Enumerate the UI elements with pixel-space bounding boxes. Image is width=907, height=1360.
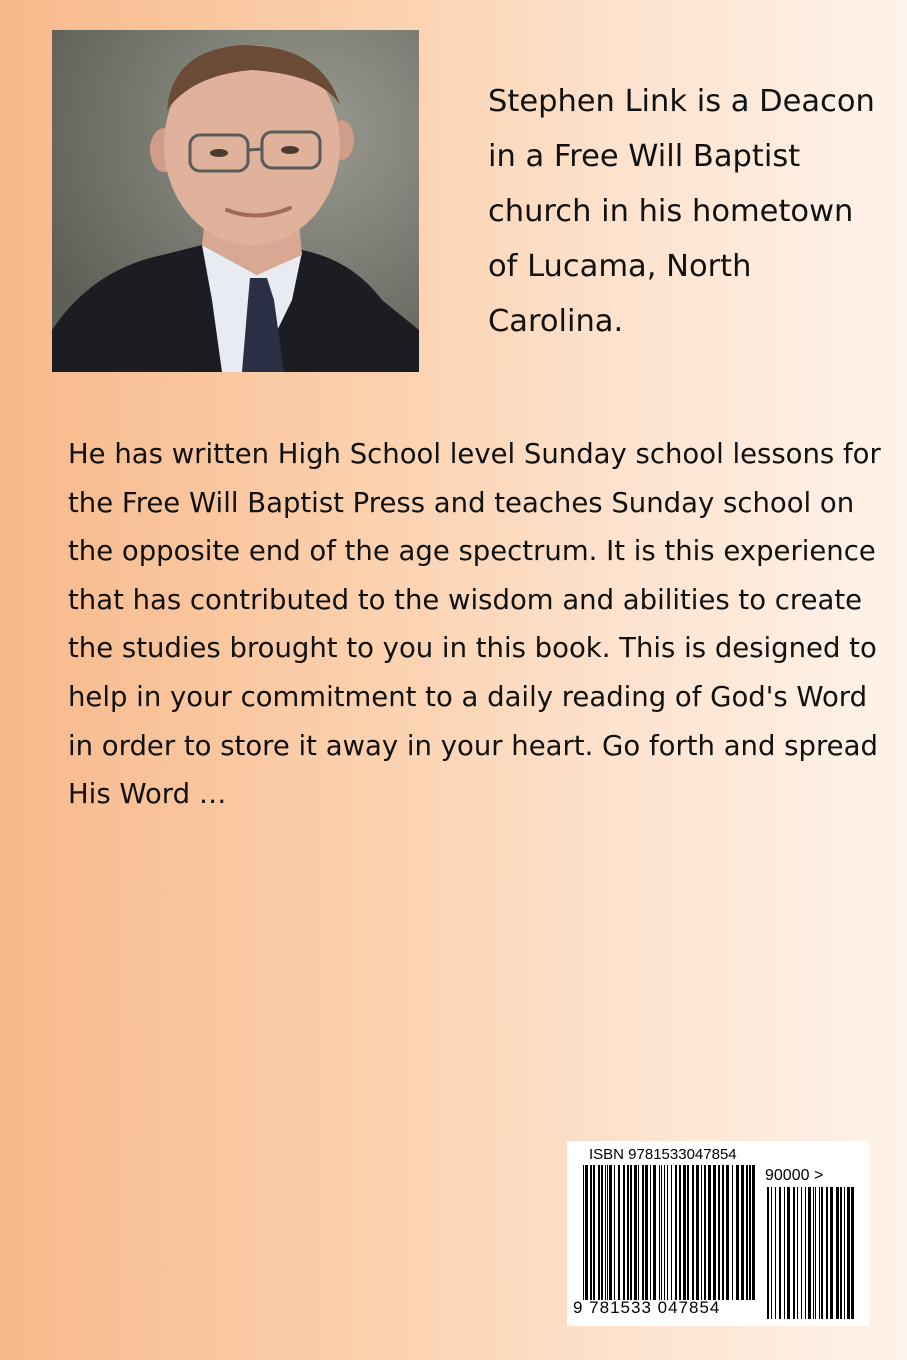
ean13-barcode-bars — [581, 1165, 759, 1300]
isbn-label: ISBN 9781533047854 — [589, 1146, 737, 1163]
author-portrait-image — [52, 30, 419, 372]
isbn-barcode — [567, 1141, 869, 1326]
isbn-digits: 9 781533 047854 — [573, 1298, 721, 1317]
author-photo — [52, 30, 419, 372]
author-bio-text: He has written High School level Sunday school lessons for the Free Will Baptist Press and teaches Sunday school on the opposite end of the age spectrum. It is this experience that has contributed to the wisdom and abilities to create the studies brought to you in this book. This is designed to help in your commitment to a daily reading of God's Word in order to store it away in your heart. Go forth and spread His Word … — [68, 438, 881, 811]
author-intro-text: Stephen Link is a Deacon in a Free Will Baptist church in his hometown of Lucama, North Carolina. — [488, 84, 875, 339]
price-code: 90000 > — [765, 1167, 824, 1184]
price-addon-barcode-bars — [765, 1187, 857, 1319]
